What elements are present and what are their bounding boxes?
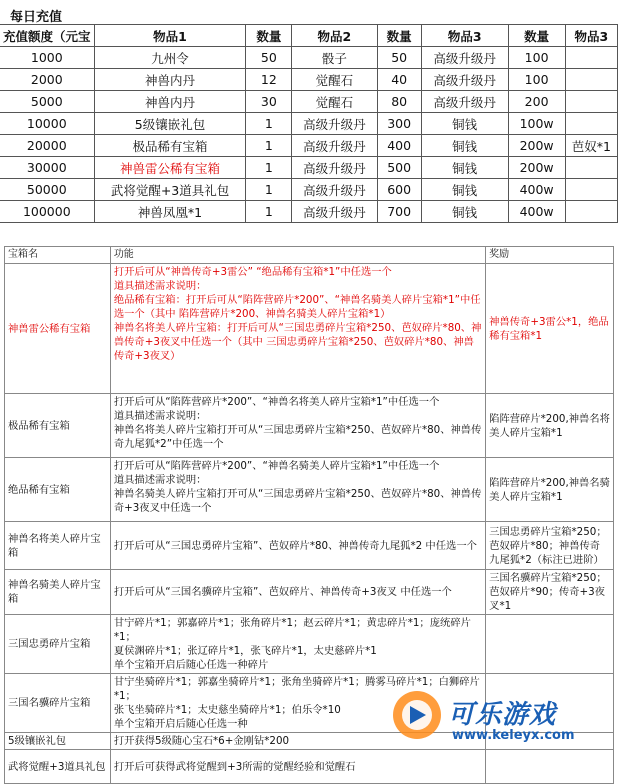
function-line: 打开后可从“陷阵营碎片*200”、“神兽名骑美人碎片宝箱*1”中任选一个 [113,460,440,472]
extra-cell [565,157,617,179]
amount-cell: 10000 [0,113,94,135]
qty1-cell: 30 [246,91,292,113]
extra-cell [565,113,617,135]
item2-cell: 高级升级丹 [292,135,377,157]
amount-cell: 20000 [0,135,94,157]
item2-cell: 高级升级丹 [292,179,377,201]
function-line: 打开获得5级随心宝石*6+金刚钻*200 [113,735,290,747]
item1-cell: 神兽雷公稀有宝箱 [94,157,246,179]
qty2-cell: 700 [377,201,421,223]
header-function: 功能 [110,247,485,264]
qty3-cell: 100 [508,69,565,91]
box-name-cell: 绝品稀有宝箱 [5,458,111,522]
reward-cell: 三国忠勇碎片宝箱*250；芭奴碎片*80；神兽传奇九尾狐*2（标注已进阶） [486,522,614,570]
function-line: 单个宝箱开启后随心任选一种碎片 [113,659,269,671]
item2-cell: 高级升级丹 [292,157,377,179]
function-cell [110,264,485,394]
item2-cell: 高级升级丹 [292,113,377,135]
qty1-cell: 1 [246,135,292,157]
amount-cell: 1000 [0,47,94,69]
header-item3: 物品3 [421,25,508,47]
page-title: 每日充值 [10,10,63,25]
table-row [5,750,614,784]
item3-cell: 高级升级丹 [421,69,508,91]
item3-cell: 铜钱 [421,157,508,179]
table-row [5,458,614,522]
keleyx-logo-icon [390,688,444,742]
item2-cell: 觉醒石 [292,69,377,91]
table-row [0,113,618,135]
qty2-cell: 500 [377,157,421,179]
function-line: 打开后可从“陷阵营碎片*200”、“神兽名将美人碎片宝箱*1”中任选一个 [113,396,440,408]
qty1-cell: 50 [246,47,292,69]
table-row [0,157,618,179]
qty2-cell: 600 [377,179,421,201]
item3-cell: 铜钱 [421,135,508,157]
function-line: 甘宁坐骑碎片*1；郭嘉坐骑碎片*1；张角坐骑碎片*1；腾雾马碎片*1；白狮碎片*1； [113,676,480,702]
extra-cell [565,69,617,91]
item2-cell: 觉醒石 [292,91,377,113]
table-row [0,69,618,91]
function-line: 神兽名将美人碎片宝箱打开可从“三国忠勇碎片宝箱*250、芭奴碎片*80、神兽传奇九尾狐*2”中任选一个 [113,424,482,450]
item2-cell: 高级升级丹 [292,201,377,223]
extra-cell: 芭奴*1 [565,135,617,157]
qty3-cell: 200w [508,157,565,179]
function-cell [110,522,485,570]
function-cell [110,615,485,674]
item1-cell: 武将觉醒+3道具礼包 [94,179,246,201]
table-row [0,135,618,157]
function-line: 打开后可从“神兽传奇+3雷公” “绝品稀有宝箱*1”中任选一个 [113,266,392,278]
qty3-cell: 400w [508,201,565,223]
item3-cell: 高级升级丹 [421,47,508,69]
table-row [0,47,618,69]
item1-cell: 极品稀有宝箱 [94,135,246,157]
reward-cell: 陷阵营碎片*200,神兽名骑美人碎片宝箱*1 [486,458,614,522]
reward-cell: 陷阵营碎片*200,神兽名将美人碎片宝箱*1 [486,394,614,458]
watermark [390,688,618,750]
qty1-cell: 1 [246,201,292,223]
item2-cell: 骰子 [292,47,377,69]
function-line: 张飞坐骑碎片*1；太史慈坐骑碎片*1；伯乐令*10 [113,704,341,716]
qty2-cell: 400 [377,135,421,157]
qty3-cell: 400w [508,179,565,201]
qty2-cell: 40 [377,69,421,91]
header-box-name: 宝箱名 [5,247,111,264]
qty1-cell: 12 [246,69,292,91]
header-amount: 充值额度（元宝 [0,25,94,47]
function-line: 单个宝箱开启后随心任选一种 [113,718,248,730]
qty2-cell: 50 [377,47,421,69]
function-line: 打开后可获得武将觉醒到+3所需的觉醒经验和觉醒石 [113,760,356,773]
box-name-cell: 三国忠勇碎片宝箱 [5,615,111,674]
table-row [5,394,614,458]
function-cell [110,750,485,784]
qty2-cell: 80 [377,91,421,113]
amount-cell: 5000 [0,91,94,113]
watermark-url: www.keleyx.com [452,728,575,743]
header-qty1: 数量 [246,25,292,47]
item3-cell: 高级升级丹 [421,91,508,113]
function-line: 夏侯渊碎片*1；张辽碎片*1，张飞碎片*1，太史慈碎片*1 [113,645,377,657]
qty1-cell: 1 [246,179,292,201]
qty1-cell: 1 [246,157,292,179]
box-name-cell: 极品稀有宝箱 [5,394,111,458]
table-row [0,201,618,223]
header-item1: 物品1 [94,25,246,47]
item1-cell: 九州令 [94,47,246,69]
reward-cell: 三国名骥碎片宝箱*250；芭奴碎片*90；传奇+3夜叉*1 [486,570,614,615]
item3-cell: 铜钱 [421,201,508,223]
function-line: 神兽名骑美人碎片宝箱打开可从“三国忠勇碎片宝箱*250、芭奴碎片*80、神兽传奇+3夜叉中任选一个 [113,488,482,514]
box-name-cell: 神兽雷公稀有宝箱 [5,264,111,394]
amount-cell: 50000 [0,179,94,201]
reward-cell [486,750,614,784]
qty2-cell: 300 [377,113,421,135]
extra-cell [565,179,617,201]
function-line: 道具描述需求说明： [113,474,207,486]
header-reward: 奖励 [486,247,614,264]
function-cell [110,570,485,615]
amount-cell: 30000 [0,157,94,179]
function-cell [110,394,485,458]
qty3-cell: 100w [508,113,565,135]
item1-cell: 5级镶嵌礼包 [94,113,246,135]
qty3-cell: 200 [508,91,565,113]
item1-cell: 神兽内丹 [94,69,246,91]
table-row [5,264,614,394]
table-row [5,615,614,674]
function-line: 绝品稀有宝箱：打开后可从“陷阵营碎片*200”、“神兽名骑美人碎片宝箱*1”中任选一个（其中 陷阵营碎片*200、神兽名骑美人碎片宝箱*1） [113,294,481,320]
item1-cell: 神兽凤凰*1 [94,201,246,223]
reward-cell: 神兽传奇+3雷公*1，绝品稀有宝箱*1 [486,264,614,394]
table-row [0,179,618,201]
item3-cell: 铜钱 [421,179,508,201]
function-line: 打开后可从“三国忠勇碎片宝箱”、芭奴碎片*80、神兽传奇九尾狐*2 中任选一个 [113,539,477,552]
watermark-text: 可乐游戏 [448,700,557,730]
box-name-cell: 神兽名骑美人碎片宝箱 [5,570,111,615]
function-line: 道具描述需求说明： [113,280,207,292]
qty3-cell: 100 [508,47,565,69]
header-qty2: 数量 [377,25,421,47]
function-cell [110,458,485,522]
box-name-cell: 三国名骥碎片宝箱 [5,674,111,733]
extra-cell [565,91,617,113]
recharge-table [0,24,618,223]
function-line: 道具描述需求说明： [113,410,207,422]
table-row [5,570,614,615]
box-header-row [5,247,614,264]
extra-cell [565,201,617,223]
header-qty3: 数量 [508,25,565,47]
table-row [5,522,614,570]
function-line: 甘宁碎片*1；郭嘉碎片*1；张角碎片*1；赵云碎片*1；黄忠碎片*1；庞统碎片*1； [113,617,471,643]
qty3-cell: 200w [508,135,565,157]
header-item2: 物品2 [292,25,377,47]
recharge-header-row [0,25,618,47]
item1-cell: 神兽内丹 [94,91,246,113]
box-name-cell: 5级镶嵌礼包 [5,733,111,750]
amount-cell: 100000 [0,201,94,223]
function-line: 打开后可从“三国名骥碎片宝箱”、芭奴碎片、神兽传奇+3夜叉 中任选一个 [113,586,452,598]
extra-cell [565,47,617,69]
box-name-cell: 武将觉醒+3道具礼包 [5,750,111,784]
function-line: 神兽名将美人碎片宝箱：打开后可从“三国忠勇碎片宝箱*250、芭奴碎片*80、神兽传奇+3夜叉中任选一个（其中 三国忠勇碎片宝箱*250、芭奴碎片*80、神兽传奇+3夜叉） [113,322,482,362]
item3-cell: 铜钱 [421,113,508,135]
amount-cell: 2000 [0,69,94,91]
table-row [0,91,618,113]
header-extra: 物品3 [565,25,617,47]
qty1-cell: 1 [246,113,292,135]
box-name-cell: 神兽名将美人碎片宝箱 [5,522,111,570]
reward-cell [486,615,614,674]
